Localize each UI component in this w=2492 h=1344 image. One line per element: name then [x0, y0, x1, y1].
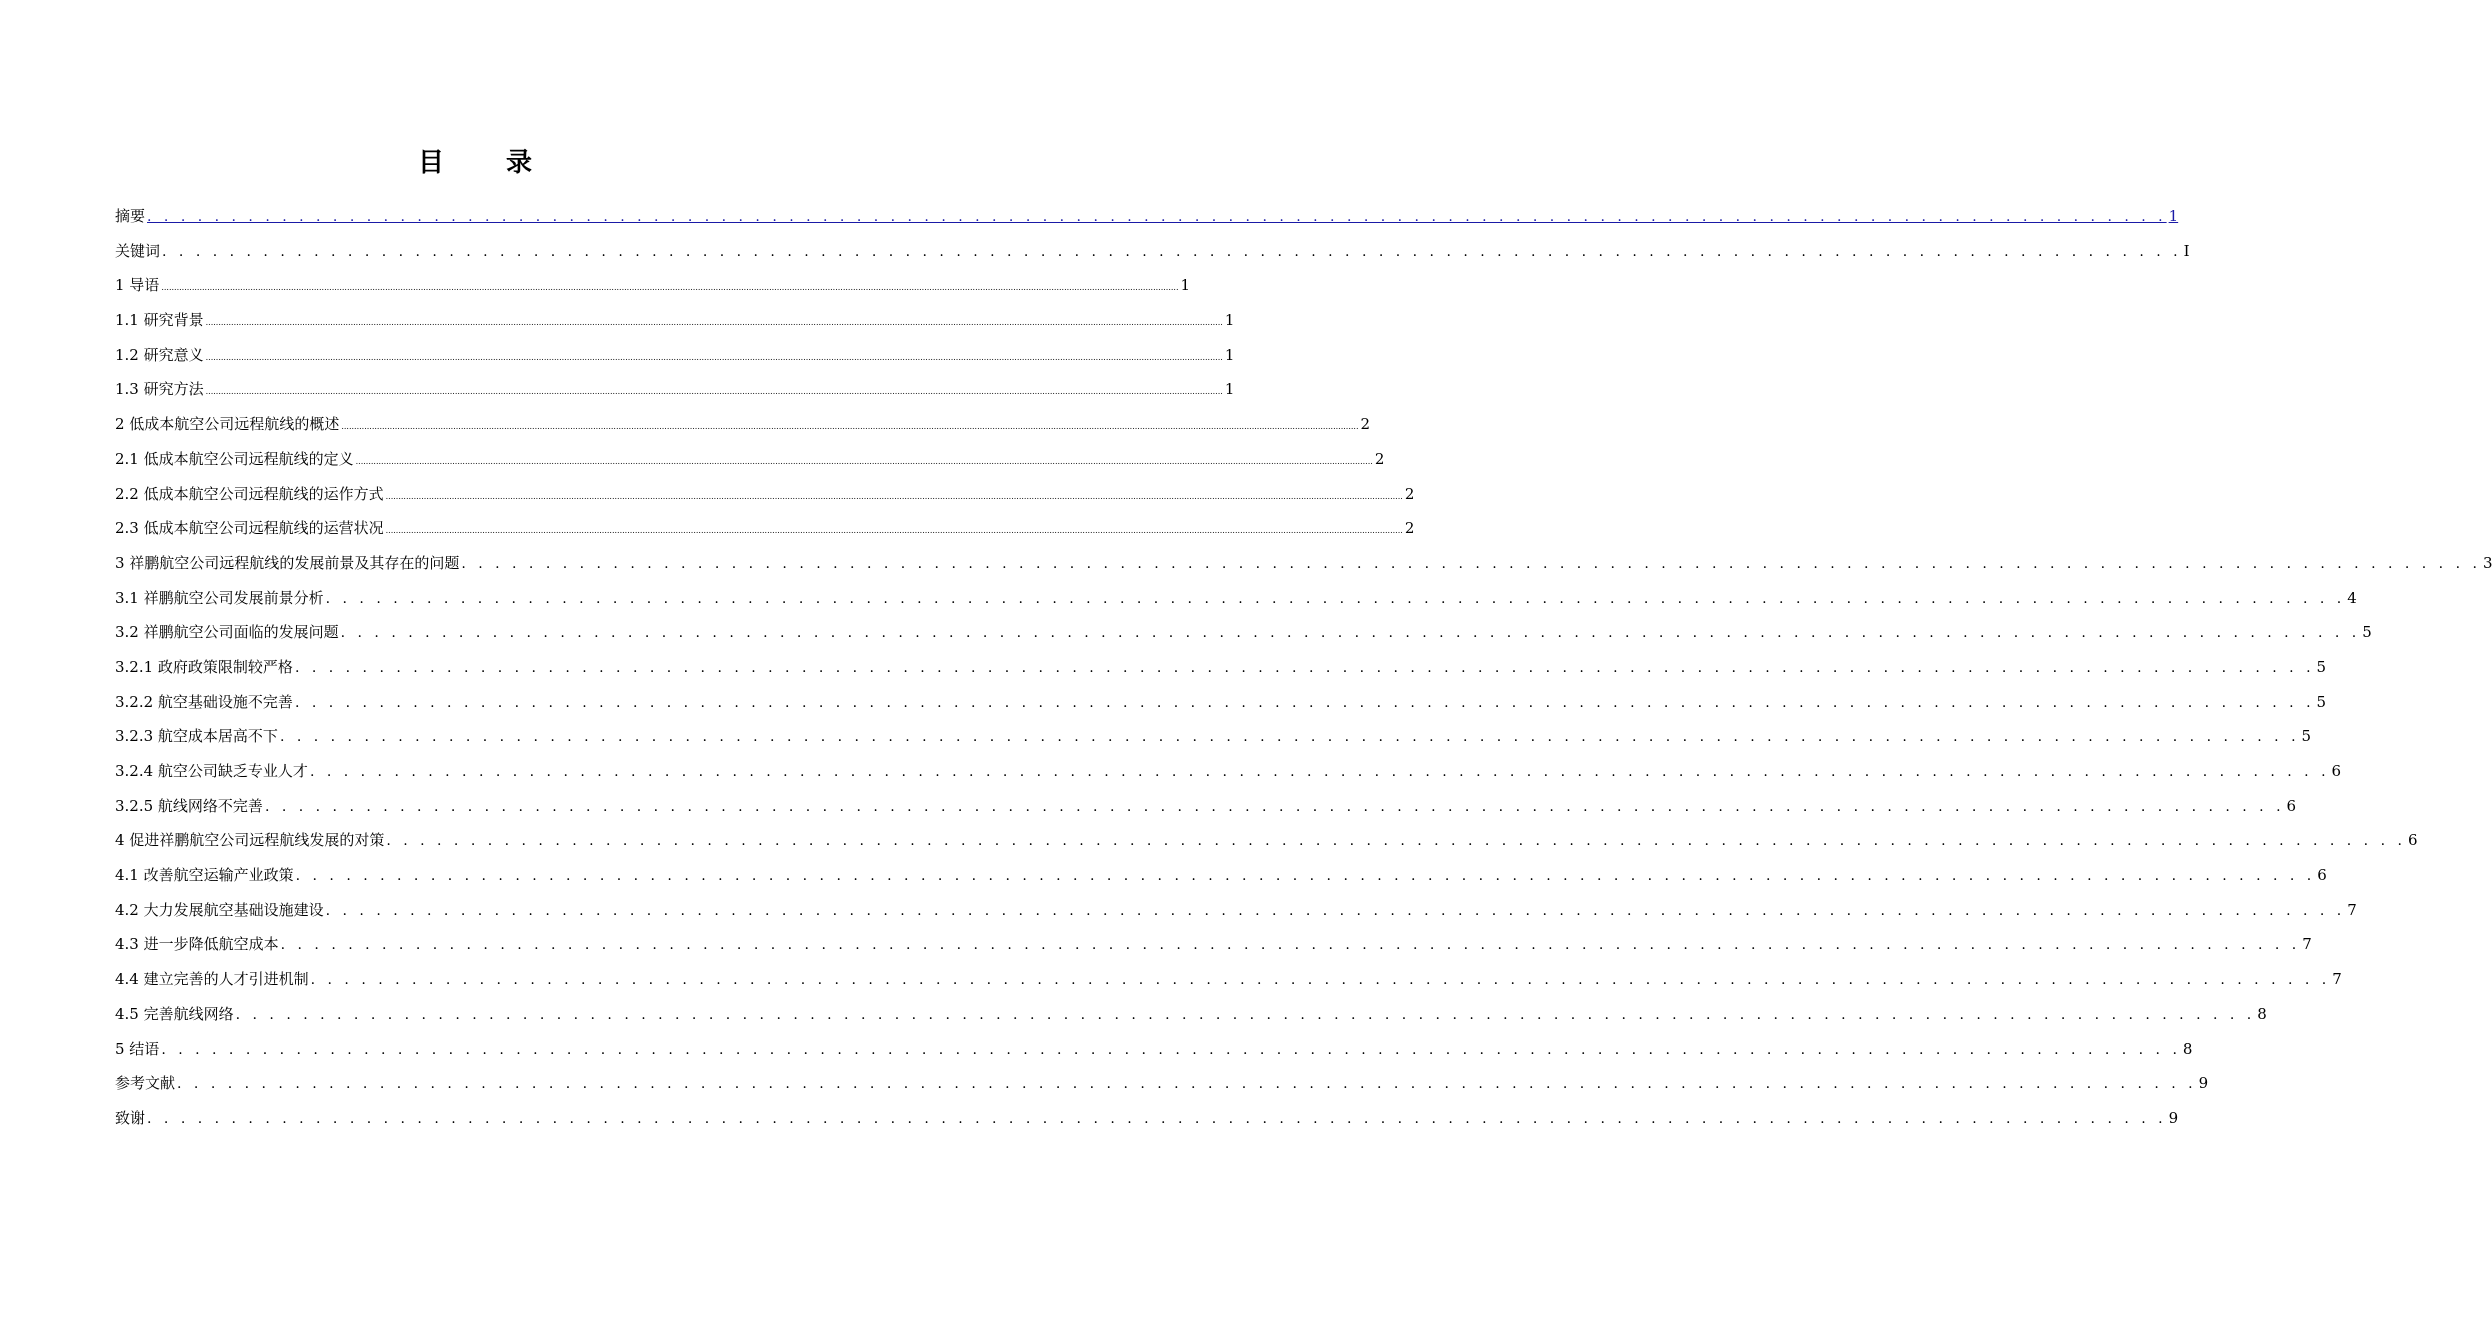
toc-entry[interactable] — [115, 858, 2327, 893]
toc-dot-leader: . . . . . . . . . . . . . . . . . . . . . . . . . . . . . . . . . . . . . . . . . . . . . . . . . . . . . . . . . . . . . . . . . . . . . . . . . . . . . . . . . . . . . . . . . . . . . . . . . . . . . . . . . . . . . . . . . . . . . . . . — [279, 729, 2300, 746]
toc-entry-label: 3.1 祥鹏航空公司发展前景分析 — [115, 588, 324, 607]
page-title — [0, 142, 950, 179]
toc-page-number: 5 — [2362, 623, 2372, 642]
toc-dot-leader: . . . . . . . . . . . . . . . . . . . . . . . . . . . . . . . . . . . . . . . . . . . . . . . . . . . . . . . . . . . . . . . . . . . . . . . . . . . . . . . . . . . . . . . . . . . . . . . . . . . . . . . . . . . . . . . . . . . . . . . . — [325, 590, 2346, 607]
toc-entry-label: 2 低成本航空公司远程航线的概述 — [115, 415, 340, 434]
page-title-char-1: 目 — [417, 148, 444, 178]
toc-entry-label: 3 祥鹏航空公司远程航线的发展前景及其存在的问题 — [115, 553, 460, 572]
toc-dot-leader: . . . . . . . . . . . . . . . . . . . . . . . . . . . . . . . . . . . . . . . . . . . . . . . . . . . . . . . . . . . . . . . . . . . . . . . . . . . . . . . . . . . . . . . . . . . . . . . . . . . . . . . . . . . . . . . . . . . . . . . . — [309, 764, 2330, 780]
toc-entry-label: 4.1 改善航空运输产业政策 — [115, 866, 294, 885]
toc-page-number: 2 — [1360, 415, 1371, 434]
toc-page-number: 7 — [2332, 970, 2342, 989]
toc-dot-leader: . . . . . . . . . . . . . . . . . . . . . . . . . . . . . . . . . . . . . . . . . . . . . . . . . . . . . . . . . . . . . . . . . . . . . . . . . . . . . . . . . . . . . . . . . . . . . . . . . . . . . . . . . . . . . . . . . . . . . . . . — [162, 243, 2182, 260]
toc-dot-leader: ................................................................................................................................................................................................................................................................................................................................................................................................................ — [205, 318, 1223, 328]
toc-page-number: 6 — [2317, 866, 2327, 885]
toc-page-number: 1 — [2168, 207, 2179, 225]
toc-page-number: 1 — [1224, 311, 1235, 330]
toc-page-number: 7 — [2302, 935, 2312, 954]
toc-entry-label: 4 促进祥鹏航空公司远程航线发展的对策 — [115, 831, 385, 850]
toc-dot-leader: ................................................................................................................................................................................................................................................................................................................................................................................................................ — [341, 422, 1359, 432]
toc-entry-label: 4.5 完善航线网络 — [115, 1004, 234, 1023]
toc-entry[interactable] — [115, 719, 2312, 754]
toc-dot-leader: . . . . . . . . . . . . . . . . . . . . . . . . . . . . . . . . . . . . . . . . . . . . . . . . . . . . . . . . . . . . . . . . . . . . . . . . . . . . . . . . . . . . . . . . . . . . . . . . . . . . . . . . . . . . . . . . . . . . . . . . — [310, 972, 2331, 989]
toc-dot-leader: . . . . . . . . . . . . . . . . . . . . . . . . . . . . . . . . . . . . . . . . . . . . . . . . . . . . . . . . . . . . . . . . . . . . . . . . . . . . . . . . . . . . . . . . . . . . . . . . . . . . . . . . . . . . . . . . . . . . . . . . — [294, 659, 2315, 676]
toc-page-number: 2 — [1404, 484, 1415, 503]
toc-dot-leader: . . . . . . . . . . . . . . . . . . . . . . . . . . . . . . . . . . . . . . . . . . . . . . . . . . . . . . . . . . . . . . . . . . . . . . . . . . . . . . . . . . . . . . . . . . . . . . . . . . . . . . . . . . . . . . . . . . . . . . . . — [294, 694, 2315, 711]
toc-entry-label: 3.2.2 航空基础设施不完善 — [115, 692, 293, 711]
toc-page-number: I — [2183, 241, 2190, 260]
toc-entry[interactable] — [115, 789, 2297, 824]
toc-entry[interactable] — [115, 615, 2372, 650]
toc-page-number: 9 — [2198, 1074, 2209, 1093]
toc-entry-label: 3.2.5 航线网络不完善 — [115, 796, 263, 815]
table-of-contents — [115, 199, 2492, 1136]
toc-dot-leader: . . . . . . . . . . . . . . . . . . . . . . . . . . . . . . . . . . . . . . . . . . . . . . . . . . . . . . . . . . . . . . . . . . . . . . . . . . . . . . . . . . . . . . . . . . . . . . . . . . . . . . . . . . . . . . . . . . . . . . . . — [177, 1076, 2197, 1093]
toc-entry-label: 1.3 研究方法 — [115, 380, 204, 399]
toc-page-number: 1 — [1180, 276, 1191, 295]
toc-dot-leader: . . . . . . . . . . . . . . . . . . . . . . . . . . . . . . . . . . . . . . . . . . . . . . . . . . . . . . . . . . . . . . . . . . . . . . . . . . . . . . . . . . . . . . . . . . . . . . . . . . . . . . . . . . . . . . . . . . . . . . . . — [280, 937, 2301, 954]
toc-page-number: 6 — [2331, 762, 2342, 780]
toc-dot-leader: . . . . . . . . . . . . . . . . . . . . . . . . . . . . . . . . . . . . . . . . . . . . . . . . . . . . . . . . . . . . . . . . . . . . . . . . . . . . . . . . . . . . . . . . . . . . . . . . . . . . . . . . . . . . . . . . . . . . . . . . — [235, 1006, 2256, 1023]
toc-dot-leader: ................................................................................................................................................................................................................................................................................................................................................................................................................ — [385, 491, 1403, 501]
toc-entry-label: 2.2 低成本航空公司远程航线的运作方式 — [115, 484, 384, 503]
toc-entry[interactable] — [115, 893, 2357, 928]
toc-entry-label: 2.1 低成本航空公司远程航线的定义 — [115, 449, 354, 468]
toc-page-number: 5 — [2316, 692, 2327, 711]
toc-dot-leader: . . . . . . . . . . . . . . . . . . . . . . . . . . . . . . . . . . . . . . . . . . . . . . . . . . . . . . . . . . . . . . . . . . . . . . . . . . . . . . . . . . . . . . . . . . . . . . . . . . . . . . . . . . . . . . . . . . . . . . . . — [325, 902, 2346, 919]
toc-entry-label: 1.1 研究背景 — [115, 311, 204, 330]
toc-entry-label: 3.2.4 航空公司缺乏专业人才 — [115, 762, 308, 780]
toc-entry-label: 4.3 进一步降低航空成本 — [115, 935, 279, 954]
toc-entry-label: 关键词 — [115, 241, 161, 260]
toc-page-number: 2 — [1404, 519, 1415, 538]
toc-entry-label: 4.4 建立完善的人才引进机制 — [115, 970, 309, 989]
toc-entry[interactable] — [115, 234, 2190, 269]
toc-dot-leader: . . . . . . . . . . . . . . . . . . . . . . . . . . . . . . . . . . . . . . . . . . . . . . . . . . . . . . . . . . . . . . . . . . . . . . . . . . . . . . . . . . . . . . . . . . . . . . . . . . . . . . . . . . . . . . . . . . . . . . . . — [295, 868, 2316, 885]
toc-dot-leader: . . . . . . . . . . . . . . . . . . . . . . . . . . . . . . . . . . . . . . . . . . . . . . . . . . . . . . . . . . . . . . . . . . . . . . . . . . . . . . . . . . . . . . . . . . . . . . . . . . . . . . . . . . . . . . . . . . . . . . . . — [147, 1110, 2167, 1127]
toc-page-number: 1 — [1224, 345, 1235, 364]
toc-entry[interactable] — [115, 997, 2267, 1032]
toc-entry[interactable] — [115, 511, 1415, 546]
toc-page-number: 9 — [2168, 1108, 2179, 1127]
toc-page-number: 5 — [2316, 657, 2327, 676]
toc-dot-leader: . . . . . . . . . . . . . . . . . . . . . . . . . . . . . . . . . . . . . . . . . . . . . . . . . . . . . . . . . . . . . . . . . . . . . . . . . . . . . . . . . . . . . . . . . . . . . . . . . . . . . . . . . . . . . . . . . . . . . . . . — [147, 209, 2167, 225]
toc-entry-label: 致谢 — [115, 1108, 146, 1127]
toc-entry[interactable] — [115, 477, 1415, 512]
toc-page-number: 1 — [1224, 380, 1235, 399]
toc-dot-leader: ................................................................................................................................................................................................................................................................................................................................................................................................................ — [161, 283, 1179, 293]
toc-entry[interactable] — [115, 754, 2342, 789]
toc-page-number: 8 — [2257, 1004, 2267, 1023]
toc-dot-leader: . . . . . . . . . . . . . . . . . . . . . . . . . . . . . . . . . . . . . . . . . . . . . . . . . . . . . . . . . . . . . . . . . . . . . . . . . . . . . . . . . . . . . . . . . . . . . . . . . . . . . . . . . . . . . . . . . . . . . . . . — [461, 555, 2481, 572]
toc-entry-label: 5 结语 — [115, 1039, 160, 1058]
toc-entry-label: 摘要 — [115, 207, 146, 225]
toc-page-number: 7 — [2347, 900, 2357, 919]
toc-dot-leader: ................................................................................................................................................................................................................................................................................................................................................................................................................ — [205, 387, 1223, 397]
toc-entry[interactable] — [115, 581, 2357, 616]
toc-entry[interactable] — [115, 1101, 2179, 1136]
toc-dot-leader: . . . . . . . . . . . . . . . . . . . . . . . . . . . . . . . . . . . . . . . . . . . . . . . . . . . . . . . . . . . . . . . . . . . . . . . . . . . . . . . . . . . . . . . . . . . . . . . . . . . . . . . . . . . . . . . . . . . . . . . . — [161, 1041, 2181, 1058]
toc-entry[interactable] — [115, 199, 2179, 234]
toc-dot-leader: ................................................................................................................................................................................................................................................................................................................................................................................................................ — [205, 352, 1223, 362]
toc-page-number: 6 — [2407, 831, 2418, 850]
toc-dot-leader: . . . . . . . . . . . . . . . . . . . . . . . . . . . . . . . . . . . . . . . . . . . . . . . . . . . . . . . . . . . . . . . . . . . . . . . . . . . . . . . . . . . . . . . . . . . . . . . . . . . . . . . . . . . . . . . . . . . . . . . . — [340, 625, 2361, 642]
toc-page-number: 3 — [2482, 553, 2492, 572]
toc-page-number: 6 — [2286, 796, 2297, 815]
toc-entry-label: 3.2 祥鹏航空公司面临的发展问题 — [115, 623, 339, 642]
toc-entry[interactable] — [115, 338, 1235, 373]
toc-entry[interactable] — [115, 927, 2312, 962]
toc-entry[interactable] — [115, 303, 1235, 338]
toc-entry[interactable] — [115, 962, 2342, 997]
toc-entry[interactable] — [115, 372, 1235, 407]
toc-dot-leader: . . . . . . . . . . . . . . . . . . . . . . . . . . . . . . . . . . . . . . . . . . . . . . . . . . . . . . . . . . . . . . . . . . . . . . . . . . . . . . . . . . . . . . . . . . . . . . . . . . . . . . . . . . . . . . . . . . . . . . . . — [264, 798, 2285, 815]
toc-entry[interactable] — [115, 685, 2327, 720]
page-title-char-2: 录 — [506, 148, 533, 178]
toc-entry[interactable] — [115, 442, 1385, 477]
toc-entry[interactable] — [115, 650, 2327, 685]
toc-dot-leader: ................................................................................................................................................................................................................................................................................................................................................................................................................ — [355, 456, 1373, 466]
toc-entry[interactable] — [115, 268, 1191, 303]
toc-entry-label: 3.2.3 航空成本居高不下 — [115, 727, 278, 746]
toc-page-number: 2 — [1374, 449, 1385, 468]
toc-entry-label: 参考文献 — [115, 1074, 176, 1093]
toc-entry-label: 1 导语 — [115, 276, 160, 295]
toc-entry[interactable] — [115, 1032, 2193, 1067]
toc-page-number: 8 — [2182, 1039, 2193, 1058]
toc-entry[interactable] — [115, 1066, 2209, 1101]
toc-page-number: 4 — [2347, 588, 2357, 607]
toc-dot-leader: ................................................................................................................................................................................................................................................................................................................................................................................................................ — [385, 526, 1403, 536]
toc-entry[interactable] — [115, 823, 2418, 858]
toc-dot-leader: . . . . . . . . . . . . . . . . . . . . . . . . . . . . . . . . . . . . . . . . . . . . . . . . . . . . . . . . . . . . . . . . . . . . . . . . . . . . . . . . . . . . . . . . . . . . . . . . . . . . . . . . . . . . . . . . . . . . . . . . — [386, 833, 2406, 850]
toc-entry[interactable] — [115, 407, 1371, 442]
toc-entry[interactable] — [115, 546, 2492, 581]
toc-entry-label: 3.2.1 政府政策限制较严格 — [115, 657, 293, 676]
toc-entry-label: 1.2 研究意义 — [115, 345, 204, 364]
toc-entry-label: 2.3 低成本航空公司远程航线的运营状况 — [115, 519, 384, 538]
toc-page-number: 5 — [2301, 727, 2312, 746]
toc-entry-label: 4.2 大力发展航空基础设施建设 — [115, 900, 324, 919]
